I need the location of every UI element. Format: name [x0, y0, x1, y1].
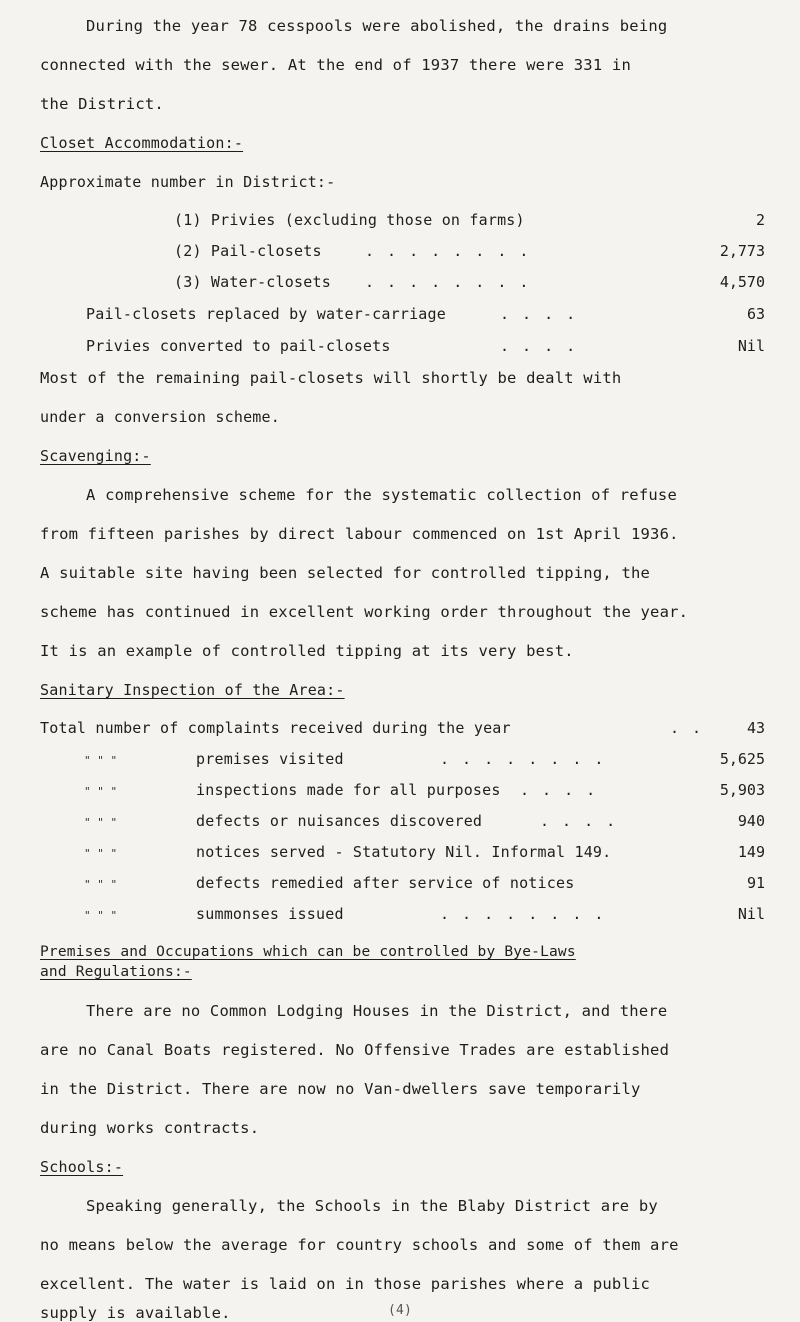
- schools-line: supply is available.: [40, 1304, 231, 1322]
- inspection-value: 149: [737, 843, 765, 861]
- leader-dots: . . . .: [520, 781, 598, 799]
- inspection-label: defects remedied after service of notices: [196, 874, 575, 892]
- closet-item-row: [0, 273, 800, 293]
- converted-value: Nil: [737, 337, 765, 355]
- inspection-row: [0, 843, 800, 863]
- inspection-heading: Sanitary Inspection of the Area:-: [40, 681, 345, 699]
- ditto-marks: " " ": [84, 847, 118, 860]
- closet-heading: Closet Accommodation:-: [40, 134, 244, 152]
- leader-dots: . . . .: [540, 812, 618, 830]
- scavenging-heading: Scavenging:-: [40, 447, 151, 465]
- scavenging-line: from fifteen parishes by direct labour commenced on 1st April 1936.: [40, 525, 679, 543]
- closet-item-row: [0, 242, 800, 262]
- leader-dots: . . . . . . . .: [365, 242, 531, 260]
- closet-item-value: 4,570: [719, 273, 765, 291]
- leader-dots: . . . . . . . .: [440, 905, 606, 923]
- inspection-label: premises visited: [196, 750, 344, 768]
- closet-item-value: 2,773: [719, 242, 765, 260]
- inspection-label: summonses issued: [196, 905, 344, 923]
- closet-subheading: Approximate number in District:-: [40, 173, 336, 191]
- inspection-value: 5,625: [719, 750, 765, 768]
- replaced-value: 63: [746, 305, 765, 323]
- page-number: (4): [388, 1303, 413, 1318]
- inspection-label: inspections made for all purposes: [196, 781, 501, 799]
- ditto-marks: " " ": [84, 909, 118, 922]
- premises-line: in the District. There are now no Van-dwellers save temporarily: [40, 1080, 641, 1098]
- inspection-label: notices served - Statutory Nil. Informal 149.: [196, 843, 612, 861]
- leader-dots: . . . . . . . .: [440, 750, 606, 768]
- closet-item-label: (2) Pail-closets: [174, 242, 322, 260]
- inspection-row: [0, 905, 800, 925]
- intro-line-3: the District.: [40, 95, 164, 113]
- schools-line: excellent. The water is laid on in those parishes where a public: [40, 1275, 651, 1293]
- premises-line: There are no Common Lodging Houses in the District, and there: [86, 1002, 668, 1020]
- closet-item-label: (1) Privies (excluding those on farms): [174, 211, 525, 229]
- inspection-row: [0, 781, 800, 801]
- leader-dots: . .: [670, 719, 704, 737]
- premises-line: are no Canal Boats registered. No Offensive Trades are established: [40, 1041, 670, 1059]
- closet-item-label: (3) Water-closets: [174, 273, 331, 291]
- ditto-marks: " " ": [84, 878, 118, 891]
- leader-dots: . . . .: [500, 305, 578, 323]
- closet-note-1: Most of the remaining pail-closets will shortly be dealt with: [40, 369, 622, 387]
- leader-dots: . . . .: [500, 337, 578, 355]
- inspection-value: 5,903: [719, 781, 765, 799]
- premises-heading-2: and Regulations:-: [40, 964, 192, 980]
- ditto-marks: " " ": [84, 816, 118, 829]
- leader-dots: . . . . . . . .: [365, 273, 531, 291]
- inspection-row: [0, 874, 800, 894]
- ditto-marks: " " ": [84, 785, 118, 798]
- scavenging-line: A suitable site having been selected for controlled tipping, the: [40, 564, 651, 582]
- closet-note-2: under a conversion scheme.: [40, 408, 280, 426]
- inspection-value: 43: [746, 719, 765, 737]
- replaced-label: Pail-closets replaced by water-carriage: [86, 305, 446, 323]
- intro-line-2: connected with the sewer. At the end of 1937 there were 331 in: [40, 56, 631, 74]
- closet-converted-row: [0, 337, 800, 357]
- scavenging-line: scheme has continued in excellent working order throughout the year.: [40, 603, 689, 621]
- closet-replaced-row: [0, 305, 800, 325]
- schools-heading: Schools:-: [40, 1158, 124, 1176]
- inspection-row: [0, 719, 800, 739]
- premises-line: during works contracts.: [40, 1119, 260, 1137]
- inspection-value: Nil: [737, 905, 765, 923]
- ditto-marks: " " ": [84, 754, 118, 767]
- inspection-value: 91: [746, 874, 765, 892]
- converted-label: Privies converted to pail-closets: [86, 337, 391, 355]
- inspection-row: [0, 750, 800, 770]
- closet-item-value: 2: [755, 211, 765, 229]
- schools-line: Speaking generally, the Schools in the Blaby District are by: [86, 1197, 658, 1215]
- closet-item-row: [0, 211, 800, 231]
- schools-line: no means below the average for country schools and some of them are: [40, 1236, 679, 1254]
- inspection-row: [0, 812, 800, 832]
- scavenging-line: A comprehensive scheme for the systematic collection of refuse: [86, 486, 677, 504]
- premises-heading-1: Premises and Occupations which can be controlled by Bye-Laws: [40, 944, 576, 960]
- scavenging-line: It is an example of controlled tipping at its very best.: [40, 642, 574, 660]
- intro-line-1: During the year 78 cesspools were abolished, the drains being: [86, 17, 668, 35]
- inspection-label: defects or nuisances discovered: [196, 812, 483, 830]
- inspection-value: 940: [737, 812, 765, 830]
- inspection-first-label: Total number of complaints received during the year: [40, 719, 511, 737]
